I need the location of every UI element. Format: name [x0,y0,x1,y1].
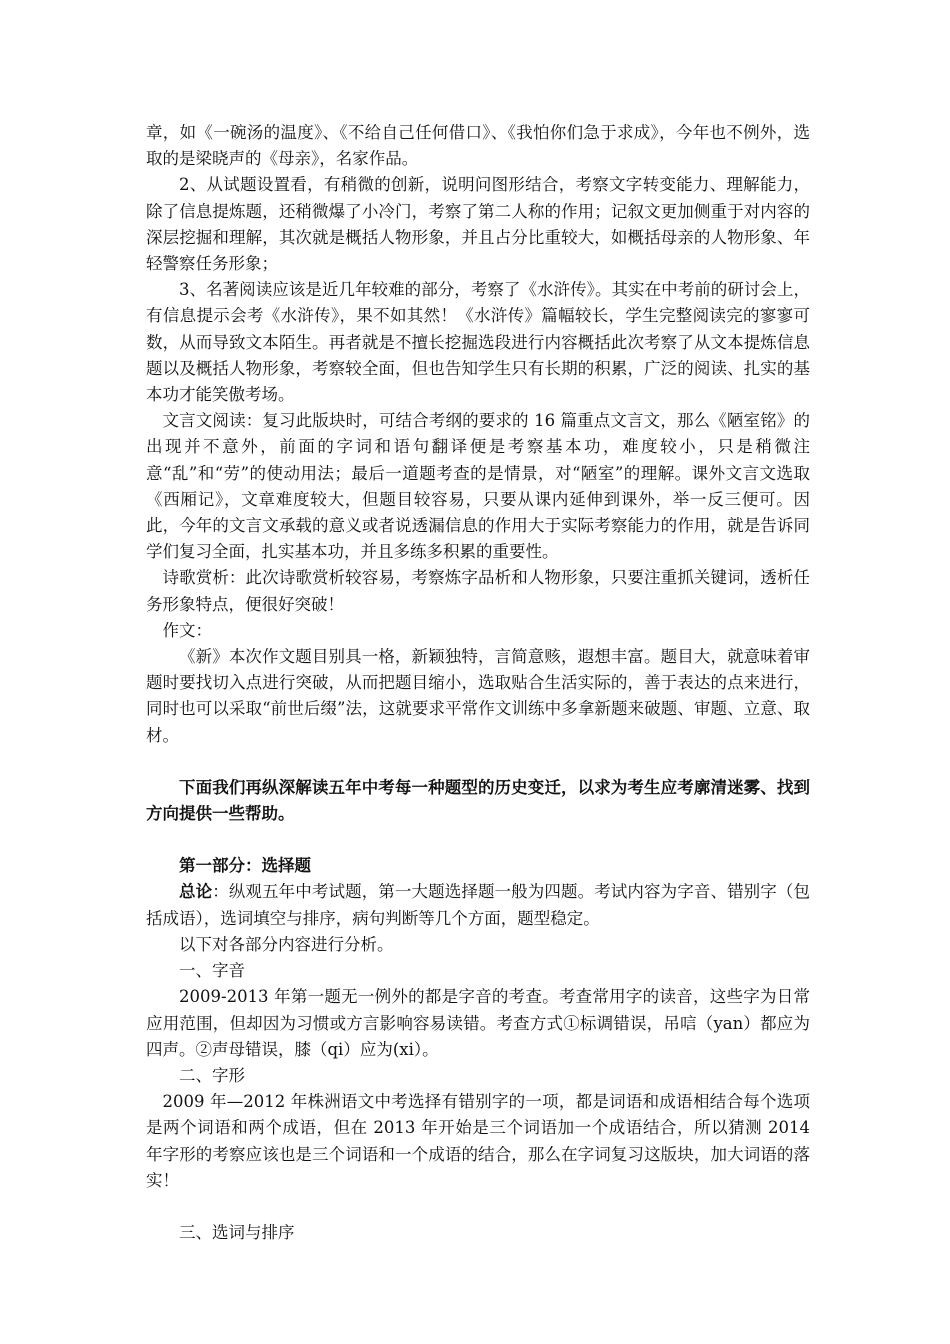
paragraph-item-2: 2、从试题设置看，有稍微的创新，说明问图形结合，考察文字转变能力、理解能力，除了信息提炼题，还稍微爆了小冷门，考察了第二人称的作用；记叙文更加侧重于对内容的深层挖掘和理解，其次就是概括人物形象，并且占分比重较大，如概括母亲的人物形象、年轻警察任务形象； [146,175,810,274]
subheading-pronunciation: 一、字音 [179,961,245,981]
section-heading-part-one: 第一部分：选择题 [179,856,311,876]
paragraph-reading-intro-tail: 章，如《一碗汤的温度》、《不给自己任何借口》、《我怕你们急于求成》，今年也不例外，选取的是梁晓声的《母亲》，名家作品。 [146,123,810,169]
paragraph-classical-chinese: 文言文阅读：复习此版块时，可结合考纲的要求的 16 篇重点文言文，那么《陋室铭》的出现并不意外，前面的字词和语句翻译便是考察基本功，难度较小，只是稍微注意“乱”和“劳”的使动用法；最后一道题考查的是情景，对“陋室”的理解。课外文言文选取《西厢记》，文章难度较大，但题目较容易，只要从课内延伸到课外，举一反三便可。因此，今年的文言文承载的意义或者说透漏信息的作用大于实际考察能力的作用，就是告诉同学们复习全面，扎实基本功，并且多练多积累的重要性。 [146,411,810,562]
paragraph-composition-label: 作文： [162,620,212,640]
spacer [146,827,810,853]
paragraph-transition: 下面我们再纵深解读五年中考每一种题型的历史变迁，以求为考生应考廓清迷雾、找到方向提供一些帮助。 [146,777,810,824]
spacer [146,749,810,775]
paragraph-overview [146,879,810,931]
overview-label: 总论 [179,882,213,902]
paragraph-pronunciation: 2009-2013 年第一题无一例外的都是字音的考查。考查常用字的读音，这些字为日常应用范围，但却因为习惯或方言影响容易读错。考查方式①标调错误，吊唁（yan）都应为四声。②声母错误，膝（qi）应为(xi）。 [146,987,810,1059]
subheading-word-choice: 三、选词与排序 [179,1222,295,1242]
paragraph-poetry: 诗歌赏析：此次诗歌赏析较容易，考察炼字品析和人物形象，只要注重抓关键词，透析任务形象特点，便很好突破！ [146,568,810,614]
paragraph-composition: 《新》本次作文题目别具一格，新颖独特，言简意赅，遐想丰富。题目大，就意味着审题时要找切入点进行突破，从而把题目缩小，选取贴合生活实际的，善于表达的点来进行，同时也可以采取“前世后缀”法，这就要求平常作文训练中多拿新题来破题、审题、立意、取材。 [146,647,810,745]
subheading-character-form: 二、字形 [179,1065,245,1085]
spacer [146,1194,810,1220]
paragraph-character-form: 2009 年—2012 年株洲语文中考选择有错别字的一项，都是词语和成语相结合每个选项是两个词语和两个成语，但在 2013 年开始是三个词语加一个成语结合，所以猜测 2014 年字形的考察应该也是三个词语和一个成语的结合，那么在字词复习这版块，加大词语的落实！ [146,1092,810,1190]
paragraph-analysis-intro: 以下对各部分内容进行分析。 [179,934,394,954]
paragraph-item-3: 3、名著阅读应该是近几年较难的部分，考察了《水浒传》。其实在中考前的研讨会上，有信息提示会考《水浒传》，果不如其然！《水浒传》篇幅较长，学生完整阅读完的寥寥可数，从而导致文本陌生。再者就是不擅长挖掘选段进行内容概括此次考察了从文本提炼信息题以及概括人物形象，考察较全面，但也告知学生只有长期的积累，广泛的阅读、扎实的基本功才能笑傲考场。 [146,280,810,405]
overview-text: ：纵观五年中考试题，第一大题选择题一般为四题。考试内容为字音、错别字（包括成语），选词填空与排序，病句判断等几个方面，题型稳定。 [146,882,811,928]
document-body [146,120,810,1246]
